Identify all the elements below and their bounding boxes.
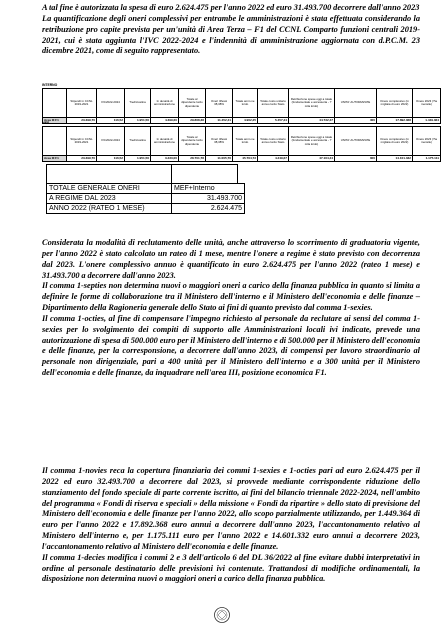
table-header-row	[43, 89, 441, 118]
table-mef	[42, 121, 439, 162]
header-cell: Oneri riflessi 38,38%	[206, 89, 233, 118]
totals-header-value: MEF+Interno	[172, 184, 245, 194]
header-cell: UNITA' AUTORIZZATE	[335, 89, 377, 118]
header-cell: Onere 2023 (?ta mensile)	[413, 89, 441, 118]
header-cell: Totale amm.ne lordo	[233, 127, 258, 156]
paragraph-comma-octies: Il comma 1-octies, al fine di compensare l'impegno richiesto al personale da reclutare ai sensi del comma 1-sexies per lo svolgimento dei compiti di supporto alle Amministrazioni locali ivi indicate, prevede una autorizzazione di spesa di 500.000 euro per il Ministero dell'interno e di 500.000 per il Ministero dell'economia e delle finanze, per la corresponsione, a decorrere dall'anno 2023, di compensi per lavoro straordinario al personale non dirigenziale, pari a 400 unità per il Ministero dell'interno e a 300 unità per il Ministero dell'economia e delle finanze, da inquadrare nell'area III, posizione economica F1.	[42, 313, 420, 378]
paragraph-comma-novies: Il comma 1-novies reca la copertura finanziaria dei commi 1-sexies e 1-octies pari ad euro 2.624.475 per il 2022 ed euro 32.493.700 a decorrere dal 2023, si provvede mediante corrispondente riduzione dello stanziamento del fondo speciale di parte corrente iscritto, ai fini del bilancio triennale 2022-2024, nell'ambito del programma « Fondi di riserva e speciali » della missione « Fondi da ripartire » dello stato di previsione del Ministero dell'economia e delle finanze per l'anno 2022, allo scopo parzialmente utilizzando, per 1.449.364 di euro per l'anno 2022 e 17.892.368 euro annui a decorrere dall'anno 2023, l'accantonamento relativo al Ministero dell'interno e, per 1.175.111 euro per l'anno 2022 e 14.601.332 euro annui a decorrere 2023, l'accantonamento relativo al Ministero dell'economia e delle finanze.	[42, 466, 420, 551]
header-cell: Totale al dipendente lordo dipendente	[179, 89, 206, 118]
totals-spacer	[46, 164, 238, 183]
totals-row-label: ANNO 2022 (RATEO 1 MESE)	[47, 204, 172, 214]
table-row	[47, 204, 245, 214]
table-cell: 45.764,73	[233, 156, 258, 162]
table-cell: 400	[335, 118, 377, 124]
table-cell: 4.399,60	[151, 118, 179, 124]
header-cell: Retribuzione spese oggi a totale (fondamentale e accessoria - ? mila lordo)	[289, 127, 335, 156]
table-cell: 4.962,25	[233, 118, 258, 124]
table-cell: 11.005,76	[206, 156, 233, 162]
header-cell: Totale al dipendente lordo dipendente	[179, 127, 206, 156]
header-cell: Retribuzione spese oggi a totale (fondamentale e accessoria - ? mila lordo)	[289, 89, 335, 118]
table-cell: 11.452,41	[206, 118, 233, 124]
totals-row-label: A REGIME DAL 2023	[47, 194, 172, 204]
intro-text-block	[42, 3, 420, 57]
cost-table	[42, 126, 441, 162]
totals-table	[46, 164, 242, 214]
paragraph-comma-septies: Il comma 1-septies non determina nuovi o maggiori oneri a carico della finanza pubblica in quanto si limita a definire le forme di collaborazione tra il Ministero dell'interno e il Ministero dell'economia e delle finanze –Dipartimento della Ragioneria generale dello Stato ai fini di quanto previsto dal comma 1-sexies.	[42, 281, 420, 313]
header-cell: Totale amm.ne lordo	[233, 89, 258, 118]
table-row	[43, 156, 441, 162]
table-header-row	[43, 127, 441, 156]
totals-row-value: 2.624.475	[172, 204, 245, 214]
table-cell: 300	[335, 156, 377, 162]
table-cell: 1.449.364	[413, 118, 441, 124]
header-cell: IVC2022-2024	[97, 89, 125, 118]
row-label: Area III F1	[43, 118, 67, 124]
body-text-block-2	[42, 466, 420, 585]
table-cell: 5.457,24	[258, 118, 289, 124]
header-cell: In denaità di amministrazione	[151, 89, 179, 118]
table-cell: 1.951,56	[125, 118, 151, 124]
table-label: MEF	[42, 121, 50, 125]
header-cell	[43, 127, 67, 156]
paragraph-recruitment: Considerata la modalità di reclutamento delle unità, anche attraverso lo scorrimento di graduatoria vigente, per l'anno 2022 è stato calcolato un rateo di 1 mese, mentre l'onere a regime è stato previsto con decorrenza dal 2023. L'onere complessivo annuo è quantificato in euro 2.624.475 per l'anno 2022 (rateo 1 mese) e 31.493.700 a decorrere dall'anno 2023.	[42, 238, 420, 280]
header-cell: Stipendi in CCNL 2019-2021	[67, 127, 97, 156]
table-cell: 17.892.368	[377, 118, 413, 124]
table-cell: 23.399,70	[67, 118, 97, 124]
header-cell: Onere complessivo (in migliaia di euro 2022)	[377, 89, 413, 118]
table-cell: 116,52	[97, 156, 125, 162]
table-cell: 29.868,38	[179, 118, 206, 124]
table-cell: 1.951,56	[125, 156, 151, 162]
header-cell: Totale costo unitario annuo lordo Stato	[258, 89, 289, 118]
header-cell: In denaità di amministrazione	[151, 127, 179, 156]
seal-icon	[204, 606, 240, 624]
header-cell	[43, 89, 67, 118]
cost-table	[42, 88, 441, 124]
table-cell: 14.101.332	[377, 156, 413, 162]
header-cell: Totale costo unitario annuo lordo Stato	[258, 127, 289, 156]
header-cell: Tred/ciostina	[125, 127, 151, 156]
table-label: INTERNO	[42, 83, 58, 87]
totals-grid	[46, 183, 245, 214]
table-cell: 44.732,47	[289, 118, 335, 124]
paragraph-authorization: A tal fine è autorizzata la spesa di euro 2.624.475 per l'anno 2022 ed euro 31.493.700 decorrere dall'anno 2023	[42, 3, 420, 12]
table-row	[47, 194, 245, 204]
header-cell: Onere 2023 (?ta mensile)	[413, 127, 441, 156]
table-cell: 116,52	[97, 118, 125, 124]
paragraph-comma-decies: Il comma 1-decies modifica i commi 2 e 3 dell'articolo 6 del DL 36/2022 al fine evitare dubbi interpretativi in ordine al personale destinatario delle previsioni ivi contenute. Trattandosi di modifiche ordinamentali, la disposizione non determina nuovi o maggiori oneri a carico della finanza pubblica.	[42, 552, 420, 584]
row-label: Area III F1	[43, 156, 67, 162]
header-cell: Stipendi in CCNL 2019-2021	[67, 89, 97, 118]
paragraph-quantification: La quantificazione degli oneri complessivi per entrambe le amministrazioni è stata effettuata considerando la retribuzione pro capite prevista per un'unità di Area Terza – F1 del CCNL Comparto funzioni centrali 2019-2021, cui è stata aggiunta l'IVC 2022-2024 e l'indennità di amministrazione aggiornata con d.P.C.M. 23 dicembre 2021, come di seguito rappresentato.	[42, 13, 420, 56]
table-cell: 47.164,44	[289, 156, 335, 162]
header-cell: Oneri riflessi 38,38%	[206, 127, 233, 156]
totals-header-label: TOTALE GENERALE ONERI	[47, 184, 172, 194]
body-text-block-1	[42, 238, 420, 379]
table-interno	[42, 83, 439, 124]
table-cell: 4.249,67	[258, 156, 289, 162]
header-cell: Tred/ciostina	[125, 89, 151, 118]
totals-header-row	[47, 184, 245, 194]
table-cell: 3.233,00	[151, 156, 179, 162]
header-cell: Onere complessivo (in migliaia di euro 2022)	[377, 127, 413, 156]
table-cell: 23.399,70	[67, 156, 97, 162]
table-cell: 28.701,78	[179, 156, 206, 162]
header-cell: UNITA' AUTORIZZATE	[335, 127, 377, 156]
table-cell: 1.175.111	[413, 156, 441, 162]
header-cell: IVC2022-2024	[97, 127, 125, 156]
totals-row-value: 31.493.700	[172, 194, 245, 204]
